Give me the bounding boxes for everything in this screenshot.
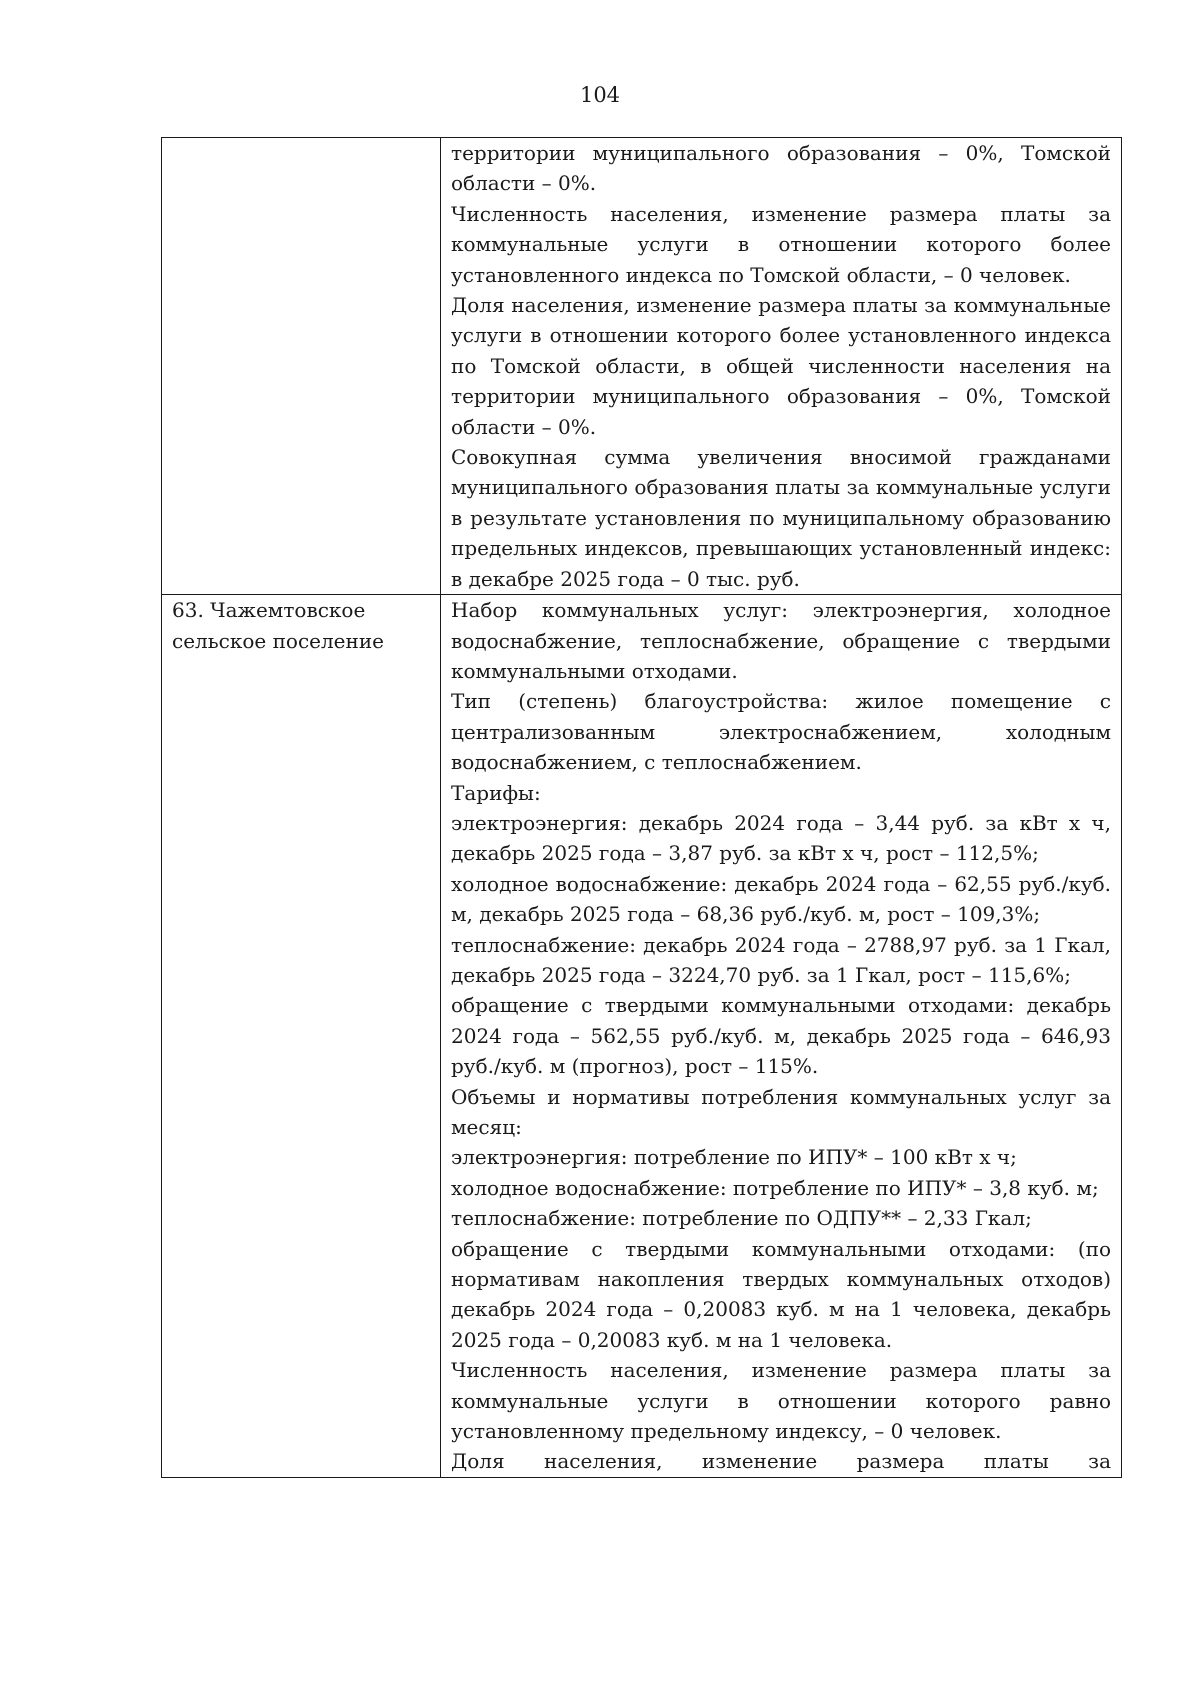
description-paragraph: Доля населения, изменение размера платы за коммунальные услуги в отношении которого более установленного индекса по Томской области, в общей численности населения на территории муниципального образования – 0%, Томской области – 0%. <box>451 293 1111 439</box>
table-row <box>162 595 1122 1478</box>
description-paragraph: холодное водоснабжение: декабрь 2024 года – 62,55 руб./куб. м, декабрь 2025 года – 68,36 руб./куб. м, рост – 109,3%; <box>451 871 1111 927</box>
description-paragraph: обращение с твердыми коммунальными отходами: (по нормативам накопления твердых коммунальных отходов) декабрь 2024 года – 0,20083 куб. м на 1 человека, декабрь 2025 года – 0,20083 куб. м на 1 человека. <box>451 1236 1111 1352</box>
description-paragraph: теплоснабжение: декабрь 2024 года – 2788,97 руб. за 1 Гкал, декабрь 2025 года – 3224,70 руб. за 1 Гкал, рост – 115,6%; <box>451 932 1111 987</box>
description-cell <box>441 138 1122 595</box>
description-paragraph: обращение с твердыми коммунальными отходами: декабрь 2024 года – 562,55 руб./куб. м, декабрь 2025 года – 646,93 руб./куб. м (прогноз), рост – 115%. <box>451 993 1111 1079</box>
description-paragraph: электроэнергия: декабрь 2024 года – 3,44 руб. за кВт х ч, декабрь 2025 года – 3,87 руб. за кВт х ч, рост – 112,5%; <box>451 810 1111 866</box>
description-paragraph: Численность населения, изменение размера платы за коммунальные услуги в отношении которого равно установленному предельному индексу, – 0 человек. <box>451 1358 1111 1444</box>
description-paragraph: территории муниципального образования – 0%, Томской области – 0%. <box>451 141 1111 196</box>
description-paragraph: Тарифы: <box>451 780 541 805</box>
description-paragraph: электроэнергия: потребление по ИПУ* – 100 кВт х ч; <box>451 1145 1017 1170</box>
description-paragraph: Доля населения, изменение размера платы за <box>451 1449 1111 1474</box>
description-paragraph: Совокупная сумма увеличения вносимой гражданами муниципального образования платы за коммунальные услуги в результате установления по муниципальному образованию предельных индексов, превышающих установленный индекс: в декабре 2025 года – 0 тыс. руб. <box>451 445 1111 591</box>
municipality-name: 63. Чажемтовское сельское поселение <box>172 598 385 653</box>
document-table <box>161 137 1122 1478</box>
municipality-name-cell <box>162 595 441 1478</box>
description-paragraph: Численность населения, изменение размера платы за коммунальные услуги в отношении которого более установленного индекса по Томской области, – 0 человек. <box>451 201 1111 287</box>
description-cell <box>441 595 1122 1478</box>
description-paragraph: теплоснабжение: потребление по ОДПУ** – 2,33 Гкал; <box>451 1206 1032 1231</box>
description-paragraph: Набор коммунальных услуг: электроэнергия, холодное водоснабжение, теплоснабжение, обращение с твердыми коммунальными отходами. <box>451 598 1111 683</box>
page-number: 104 <box>579 83 621 107</box>
description-paragraph: Объемы и нормативы потребления коммунальных услуг за месяц: <box>451 1084 1111 1139</box>
description-paragraph: Тип (степень) благоустройства: жилое помещение с централизованным электроснабжением, холодным водоснабжением, с теплоснабжением. <box>451 689 1111 775</box>
municipality-name-cell <box>162 138 441 595</box>
table-row <box>162 138 1122 595</box>
description-paragraph: холодное водоснабжение: потребление по ИПУ* – 3,8 куб. м; <box>451 1175 1099 1200</box>
